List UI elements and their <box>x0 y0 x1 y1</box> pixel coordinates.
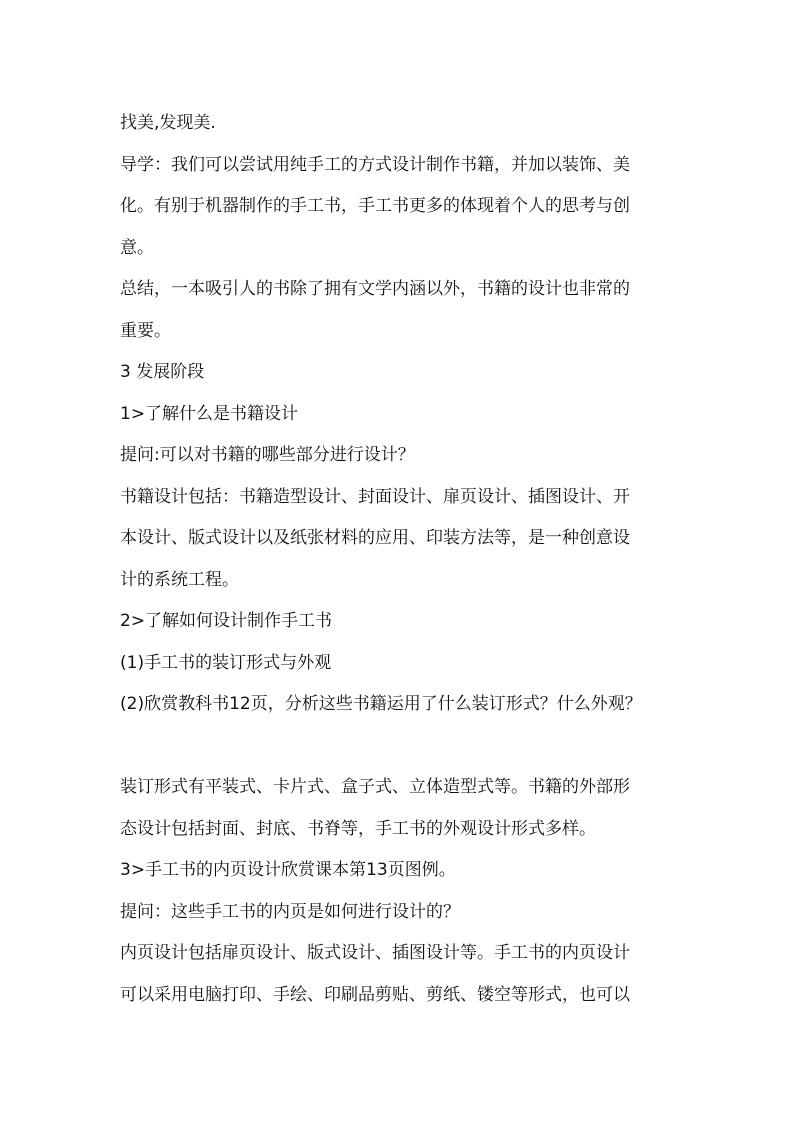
subsection-heading: 2>了解如何设计制作手工书 <box>120 611 333 631</box>
paragraph-line: 提问:可以对书籍的哪些部分进行设计？ <box>120 445 415 465</box>
paragraph-line: 意。 <box>120 237 154 258</box>
paragraph-line: 找美,发现美. <box>120 113 216 133</box>
paragraph-line: 导学：我们可以尝试用纯手工的方式设计制作书籍，并加以装饰、美 <box>120 154 630 175</box>
paragraph-line: 装订形式有平装式、卡片式、盒子式、立体造型式等。书籍的外部形 <box>120 777 630 797</box>
paragraph-line: (1)手工书的装订形式与外观 <box>120 652 332 673</box>
paragraph-line: 总结，一本吸引人的书除了拥有文学内涵以外，书籍的设计也非常的 <box>120 279 630 299</box>
blank-line <box>120 726 685 768</box>
document-body <box>120 103 685 1016</box>
section-heading: 3 发展阶段 <box>120 362 205 382</box>
paragraph-line: (2)欣赏教科书12页，分析这些书籍运用了什么装订形式？什么外观？ <box>120 694 642 714</box>
paragraph-line: 计的系统工程。 <box>120 569 239 590</box>
paragraph-line: 态设计包括封面、封底、书脊等，手工书的外观设计形式多样。 <box>120 818 596 839</box>
subsection-heading: 1>了解什么是书籍设计 <box>120 403 299 424</box>
paragraph-line: 书籍设计包括：书籍造型设计、封面设计、扉页设计、插图设计、开 <box>120 486 630 507</box>
paragraph-line: 化。有别于机器制作的手工书，手工书更多的体现着个人的思考与创 <box>120 196 630 216</box>
paragraph-line: 重要。 <box>120 320 171 341</box>
paragraph-line: 提问：这些手工书的内页是如何进行设计的？ <box>120 901 460 922</box>
paragraph-line: 本设计、版式设计以及纸张材料的应用、印装方法等，是一种创意设 <box>120 528 630 548</box>
paragraph-line: 内页设计包括扉页设计、版式设计、插图设计等。手工书的内页设计 <box>120 943 630 963</box>
subsection-heading: 3>手工书的内页设计欣赏课本第13页图例。 <box>120 860 456 880</box>
paragraph-line: 可以采用电脑打印、手绘、印刷品剪贴、剪纸、镂空等形式，也可以 <box>120 984 630 1005</box>
